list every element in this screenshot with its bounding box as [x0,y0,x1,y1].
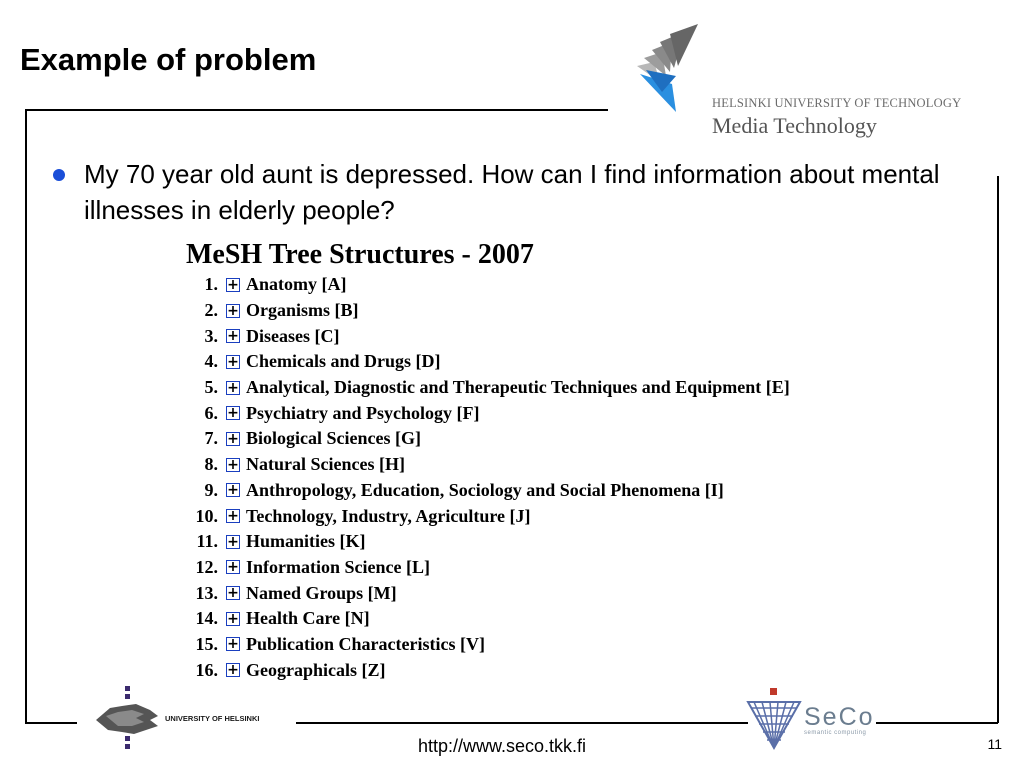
tree-item-label[interactable]: Natural Sciences [H] [246,454,405,475]
frame-bottom-line-middle [296,722,748,724]
expand-plus-icon[interactable]: + [227,405,239,422]
page-number: 11 [987,736,1002,752]
mesh-title: MeSH Tree Structures - 2007 [186,239,534,270]
tree-item-number: 14. [195,608,218,629]
tree-item-label[interactable]: Anthropology, Education, Sociology and Social Phenomena [I] [246,479,724,500]
expand-plus-icon[interactable]: + [227,328,239,345]
seco-logo-icon [746,688,802,752]
university-of-helsinki-name: UNIVERSITY OF HELSINKI [165,714,260,723]
tree-item-publication-characteristics[interactable] [186,632,790,658]
tree-item-named-groups[interactable] [186,580,790,606]
frame-right-line [997,176,999,723]
tree-item-number: 5. [204,377,218,398]
footer-url: http://www.seco.tkk.fi [418,736,587,756]
tree-item-number: 8. [204,454,218,475]
tree-item-health-care[interactable] [186,606,790,632]
frame-bottom-line-right [876,722,998,724]
tree-item-organisms[interactable] [186,298,790,324]
tree-item-number: 6. [204,402,218,423]
tree-item-biological-sciences[interactable] [186,426,790,452]
tree-item-psychiatry-and-psychology[interactable] [186,400,790,426]
tree-item-label[interactable]: Humanities [K] [246,531,366,552]
expand-plus-icon[interactable]: + [227,508,239,525]
tree-item-number: 1. [204,274,218,295]
expand-plus-icon[interactable]: + [227,276,239,293]
tree-item-number: 16. [195,659,218,680]
tree-item-number: 7. [204,428,218,449]
tree-item-label[interactable]: Biological Sciences [G] [246,428,421,449]
hut-department-name: Media Technology [712,113,877,138]
seco-tagline: semantic computing [804,730,867,736]
tree-item-natural-sciences[interactable] [186,452,790,478]
tree-item-number: 13. [195,582,218,603]
tree-item-chemicals-and-drugs[interactable] [186,349,790,375]
tree-item-label[interactable]: Technology, Industry, Agriculture [J] [246,505,531,526]
tree-item-label[interactable]: Geographicals [Z] [246,659,386,680]
hut-university-name: HELSINKI UNIVERSITY OF TECHNOLOGY [712,96,962,110]
tree-item-diseases[interactable] [186,323,790,349]
tree-item-geographicals[interactable] [186,657,790,683]
tree-item-label[interactable]: Anatomy [A] [246,274,347,295]
expand-plus-icon[interactable]: + [227,585,239,602]
tree-item-humanities[interactable] [186,529,790,555]
seco-text [804,704,875,736]
tree-item-number: 2. [204,300,218,321]
expand-plus-icon[interactable]: + [227,430,239,447]
frame-bottom-line-left [25,722,77,724]
seco-wordmark: SeCo [804,703,875,731]
question-text: My 70 year old aunt is depressed. How can I find information about mental illnesses in elderly people? [84,159,940,225]
tree-item-label[interactable]: Psychiatry and Psychology [F] [246,402,480,423]
tree-item-label[interactable]: Organisms [B] [246,300,359,321]
expand-plus-icon[interactable]: + [227,302,239,319]
expand-plus-icon[interactable]: + [227,379,239,396]
expand-plus-icon[interactable]: + [227,559,239,576]
frame-left-line [25,109,27,723]
question-bullet-row [50,156,950,228]
tree-item-label[interactable]: Diseases [C] [246,325,340,346]
slide-title: Example of problem [20,42,317,77]
tree-item-number: 11. [196,531,218,552]
tree-item-label[interactable]: Named Groups [M] [246,582,397,603]
tree-item-label[interactable]: Chemicals and Drugs [D] [246,351,441,372]
tree-item-label[interactable]: Health Care [N] [246,608,370,629]
mesh-tree-list [186,272,790,683]
expand-plus-icon[interactable]: + [227,636,239,653]
tree-item-number: 12. [195,556,218,577]
tree-item-technology-industry-agriculture[interactable] [186,503,790,529]
university-of-helsinki-logo-icon [92,686,164,752]
tree-item-analytical-techniques[interactable] [186,375,790,401]
expand-plus-icon[interactable]: + [227,533,239,550]
expand-plus-icon[interactable]: + [227,610,239,627]
expand-plus-icon[interactable]: + [227,482,239,499]
tree-item-label[interactable]: Analytical, Diagnostic and Therapeutic Techniques and Equipment [E] [246,377,790,398]
tree-item-anatomy[interactable] [186,272,790,298]
tree-item-number: 15. [195,633,218,654]
tree-item-number: 3. [204,325,218,346]
tree-item-label[interactable]: Information Science [L] [246,556,430,577]
hut-text [712,96,961,139]
tree-item-number: 4. [204,351,218,372]
tree-item-number: 10. [195,505,218,526]
expand-plus-icon[interactable]: + [227,456,239,473]
expand-plus-icon[interactable]: + [227,662,239,679]
tree-item-information-science[interactable] [186,555,790,581]
hut-logo-icon [632,22,712,112]
bullet-icon [53,169,65,181]
frame-top-line [25,109,608,111]
expand-plus-icon[interactable]: + [227,353,239,370]
tree-item-number: 9. [204,479,218,500]
tree-item-anthropology[interactable] [186,478,790,504]
tree-item-label[interactable]: Publication Characteristics [V] [246,633,485,654]
